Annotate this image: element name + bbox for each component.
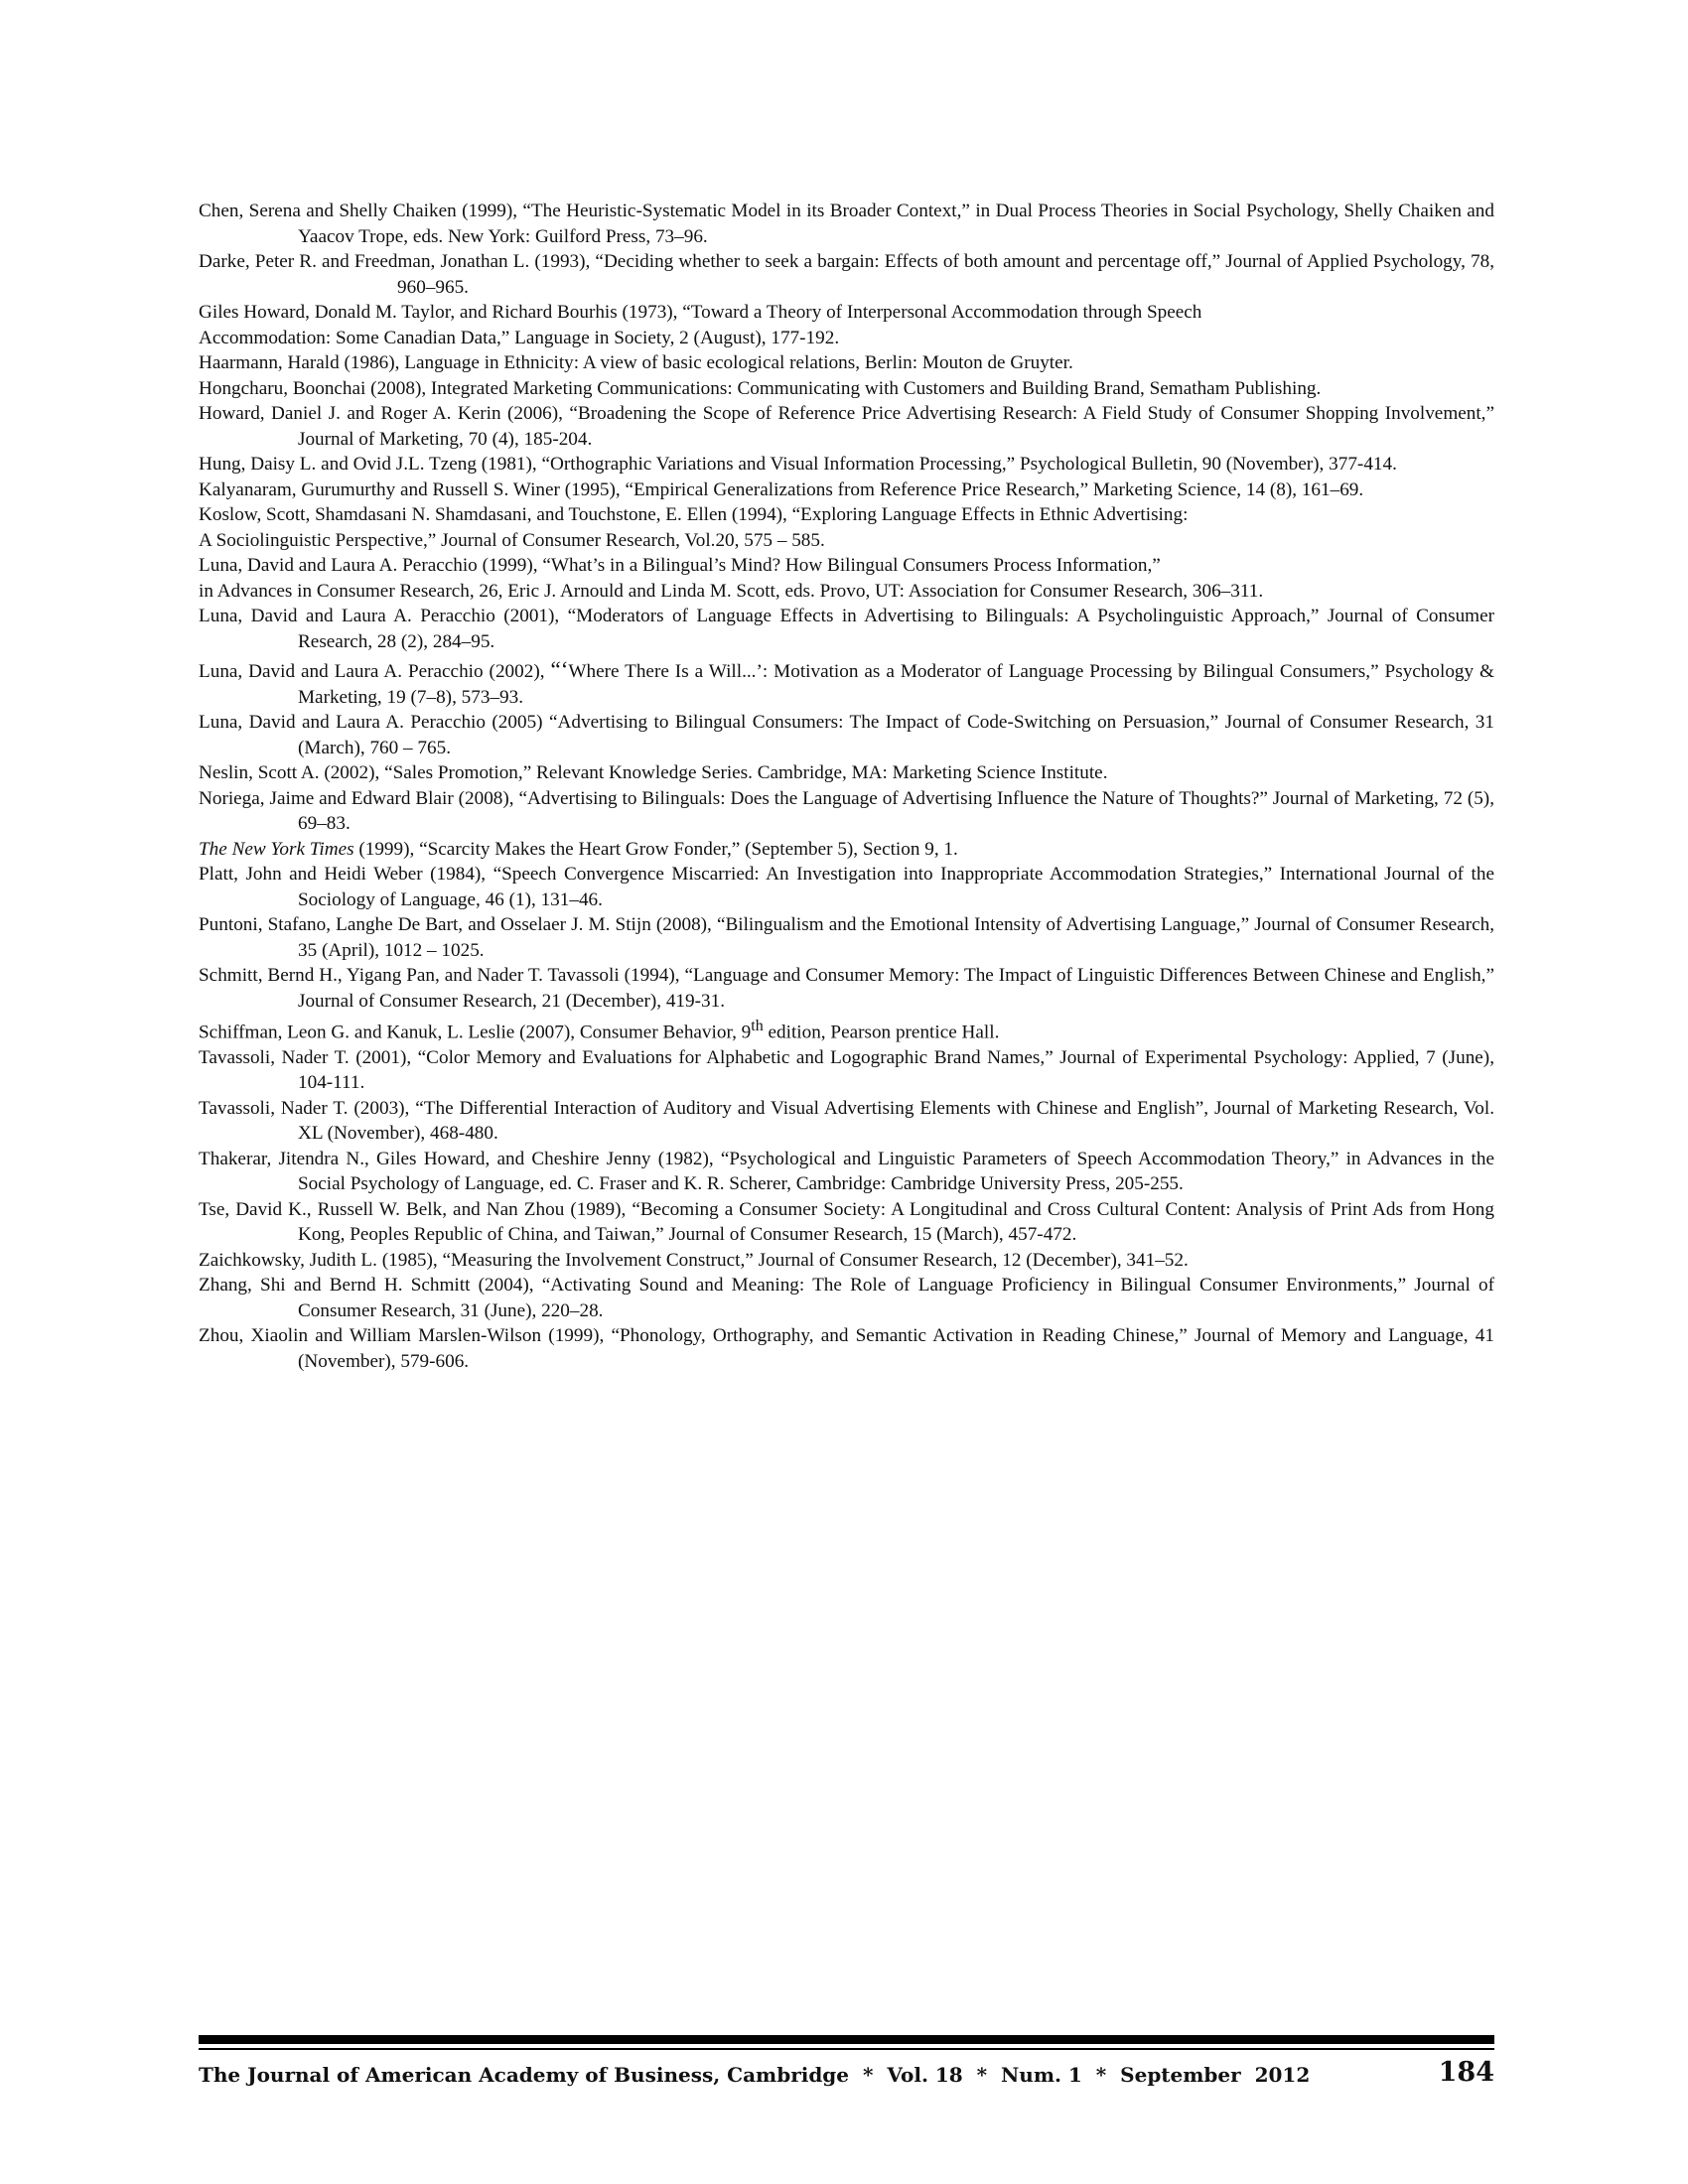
reference-entry: Noriega, Jaime and Edward Blair (2008), “Advertising to Bilinguals: Does the Language of Advertising Influence the Nature of Thoughts?” Journal of Marketing, 72 (5), 69–83. bbox=[199, 787, 1494, 834]
reference-entry: Hung, Daisy L. and Ovid J.L. Tzeng (1981), “Orthographic Variations and Visual Information Processing,” Psychological Bulletin, 90 (November), 377-414. bbox=[199, 454, 1397, 475]
reference-entry bbox=[199, 656, 1494, 710]
reference-entry bbox=[199, 1014, 1494, 1045]
reference-entry: Koslow, Scott, Shamdasani N. Shamdasani, and Touchstone, E. Ellen (1994), “Exploring Language Effects in Ethnic Advertising: bbox=[199, 504, 1189, 525]
reference-entry: Schmitt, Bernd H., Yigang Pan, and Nader T. Tavassoli (1994), “Language and Consumer Memory: The Impact of Linguistic Differences Between Chinese and English,” Journal of Consumer Research, 21 (December), 419-31. bbox=[199, 965, 1494, 1012]
reference-entry: Kalyanaram, Gurumurthy and Russell S. Winer (1995), “Empirical Generalizations from Reference Price Research,” Marketing Science, 14 (8), 161–69. bbox=[199, 478, 1364, 500]
reference-entry: Zaichkowsky, Judith L. (1985), “Measuring the Involvement Construct,” Journal of Consumer Research, 12 (December), 341–52. bbox=[199, 1249, 1189, 1271]
reference-text: Schiffman, Leon G. and Kanuk, L. Leslie (2007), Consumer Behavior, 9 bbox=[199, 1022, 752, 1043]
reference-entry: in Advances in Consumer Research, 26, Eric J. Arnould and Linda M. Scott, eds. Provo, UT: Association for Consumer Research, 306–311. bbox=[199, 580, 1264, 602]
reference-superscript: th bbox=[751, 1018, 764, 1034]
reference-entry: Chen, Serena and Shelly Chaiken (1999), “The Heuristic-Systematic Model in its Broader Context,” in Dual Process Theories in Social Psychology, Shelly Chaiken and Yaacov Trope, eds. New York: Guilford Press, 73–96. bbox=[199, 201, 1494, 247]
reference-entry: Luna, David and Laura A. Peracchio (2001), “Moderators of Language Effects in Advertising to Bilinguals: A Psycholinguistic Approach,” Journal of Consumer Research, 28 (2), 284–95. bbox=[199, 606, 1494, 652]
reference-entry: Zhang, Shi and Bernd H. Schmitt (2004), “Activating Sound and Meaning: The Role of Language Proficiency in Bilingual Consumer Environments,” Journal of Consumer Research, 31 (June), 220–28. bbox=[199, 1275, 1494, 1321]
reference-entry: Howard, Daniel J. and Roger A. Kerin (2006), “Broadening the Scope of Reference Price Advertising Research: A Field Study of Consumer Shopping Involvement,” Journal of Marketing, 70 (4), 185-204. bbox=[199, 403, 1494, 450]
reference-entry: Haarmann, Harald (1986), Language in Ethnicity: A view of basic ecological relations, Berlin: Mouton de Gruyter. bbox=[199, 352, 1073, 373]
reference-entry: Tavassoli, Nader T. (2001), “Color Memory and Evaluations for Alphabetic and Logographic Brand Names,” Journal of Experimental Psychology: Applied, 7 (June), 104-111. bbox=[199, 1046, 1494, 1094]
reference-entry: Platt, John and Heidi Weber (1984), “Speech Convergence Miscarried: An Investigation into Inappropriate Accommodation Strategies,” International Journal of the Sociology of Language, 46 (1), 131–46. bbox=[199, 864, 1494, 910]
reference-entry: Luna, David and Laura A. Peracchio (2005) “Advertising to Bilingual Consumers: The Impact of Code-Switching on Persuasion,” Journal of Consumer Research, 31 (March), 760 – 765. bbox=[199, 712, 1494, 758]
footer-rule-thin bbox=[199, 2048, 1494, 2050]
reference-list bbox=[199, 199, 1494, 1374]
reference-text: Where There Is a Will...’: Motivation as a Moderator of Language Processing by Bilingual Consumers,” Psychology & Marketing, 19 (7–8), 573–93. bbox=[298, 661, 1494, 708]
reference-entry: Tse, David K., Russell W. Belk, and Nan Zhou (1989), “Becoming a Consumer Society: A Longitudinal and Cross Cultural Content: Analysis of Print Ads from Hong Kong, Peoples Republic of China, and Taiwan,” Journal of Consumer Research, 15 (March), 457-472. bbox=[199, 1198, 1494, 1246]
reference-entry: Zhou, Xiaolin and William Marslen-Wilson (1999), “Phonology, Orthography, and Semantic Activation in Reading Chinese,” Journal of Memory and Language, 41 (November), 579-606. bbox=[199, 1325, 1494, 1372]
reference-entry: Thakerar, Jitendra N., Giles Howard, and Cheshire Jenny (1982), “Psychological and Linguistic Parameters of Speech Accommodation Theory,” in Advances in the Social Psychology of Language, ed. C. Fraser and K. R. Scherer, Cambridge: Cambridge University Press, 205-255. bbox=[199, 1148, 1494, 1195]
reference-text: edition, Pearson prentice Hall. bbox=[763, 1022, 1000, 1043]
reference-entry: Tavassoli, Nader T. (2003), “The Differential Interaction of Auditory and Visual Advertising Elements with Chinese and English”, Journal of Marketing Research, Vol. XL (November), 468-480. bbox=[199, 1097, 1494, 1145]
reference-quote-mark: “‘ bbox=[550, 656, 569, 682]
reference-entry bbox=[199, 837, 1494, 863]
reference-entry: Neslin, Scott A. (2002), “Sales Promotion,” Relevant Knowledge Series. Cambridge, MA: Marketing Science Institute. bbox=[199, 762, 1108, 783]
reference-text: Luna, David and Laura A. Peracchio (2002), bbox=[199, 661, 551, 682]
reference-entry: Puntoni, Stafano, Langhe De Bart, and Osselaer J. M. Stijn (2008), “Bilingualism and the Emotional Intensity of Advertising Language,” Journal of Consumer Research, 35 (April), 1012 – 1025. bbox=[199, 914, 1494, 961]
reference-entry: Darke, Peter R. and Freedman, Jonathan L. (1993), “Deciding whether to seek a bargain: Effects of both amount and percentage off,” Journal of Applied Psychology, 78, 960–965. bbox=[199, 251, 1494, 298]
reference-entry: A Sociolinguistic Perspective,” Journal of Consumer Research, Vol.20, 575 – 585. bbox=[199, 529, 825, 551]
reference-title-italic: The New York Times bbox=[199, 838, 354, 860]
reference-text: (1999), “Scarcity Makes the Heart Grow Fonder,” (September 5), Section 9, 1. bbox=[353, 838, 958, 860]
footer-journal-title: The Journal of American Academy of Business, Cambridge * Vol. 18 * Num. 1 * September 2012 bbox=[199, 2063, 1311, 2087]
reference-entry: Giles Howard, Donald M. Taylor, and Richard Bourhis (1973), “Toward a Theory of Interpersonal Accommodation through Speech bbox=[199, 302, 1202, 323]
reference-entry: Accommodation: Some Canadian Data,” Language in Society, 2 (August), 177-192. bbox=[199, 327, 840, 348]
reference-entry: Hongcharu, Boonchai (2008), Integrated Marketing Communications: Communicating with Customers and Building Brand, Sematham Publishing. bbox=[199, 377, 1322, 399]
footer-rule-thick bbox=[199, 2035, 1494, 2044]
reference-entry: Luna, David and Laura A. Peracchio (1999), “What’s in a Bilingual’s Mind? How Bilingual Consumers Process Information,” bbox=[199, 555, 1161, 576]
page-number: 184 bbox=[1438, 2057, 1494, 2088]
